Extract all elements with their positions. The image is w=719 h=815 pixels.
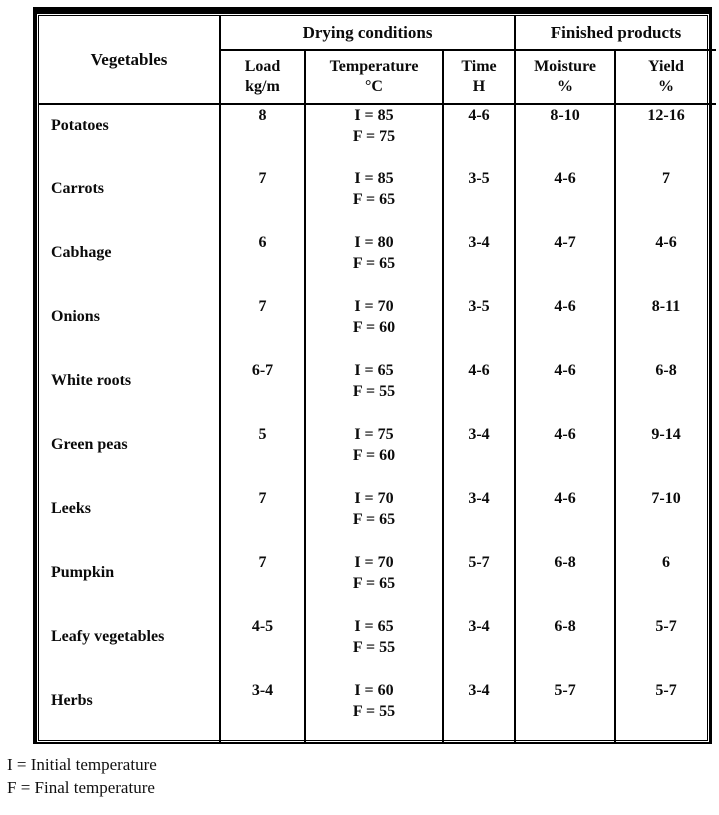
cell-time: 3-4 [443,488,515,552]
cell-moisture: 4-6 [515,360,615,424]
cell-load: 6 [220,232,305,296]
cell-vegetable: Green peas [51,436,128,453]
cell-vegetable: Onions [51,308,100,325]
table-row [39,232,716,296]
cell-time: 3-4 [443,680,515,744]
column-header-yield: Yield % [615,50,716,104]
footnote-final-temperature: F = Final temperature [7,778,155,797]
cell-temperature: I = 85 F = 65 [305,168,443,232]
cell-time: 4-6 [443,104,515,168]
cell-moisture: 4-6 [515,296,615,360]
column-header-load: Load kg/m [220,50,305,104]
cell-temperature: I = 75 F = 60 [305,424,443,488]
table-row [39,616,716,680]
cell-load: 5 [220,424,305,488]
cell-yield: 9-14 [615,424,716,488]
cell-vegetable: Pumpkin [51,564,115,581]
cell-vegetable: Leafy vegetables [51,628,165,645]
cell-moisture: 4-6 [515,424,615,488]
cell-yield: 6-8 [615,360,716,424]
table-row [39,360,716,424]
cell-moisture: 6-8 [515,616,615,680]
cell-yield: 7 [615,168,716,232]
group-header-finished-products: Finished products [515,16,716,50]
table-row [39,552,716,616]
cell-moisture: 4-6 [515,168,615,232]
cell-yield: 7-10 [615,488,716,552]
cell-time: 5-7 [443,552,515,616]
table-row [39,680,716,744]
footnote-initial-temperature: I = Initial temperature [7,755,157,774]
cell-time: 3-4 [443,616,515,680]
column-header-temperature: Temperature °C [305,50,443,104]
cell-moisture: 8-10 [515,104,615,168]
column-header-moisture: Moisture % [515,50,615,104]
cell-load: 3-4 [220,680,305,744]
cell-load: 7 [220,552,305,616]
cell-moisture: 6-8 [515,552,615,616]
vegetables-drying-table-frame [33,7,712,744]
cell-load: 7 [220,488,305,552]
cell-time: 3-5 [443,168,515,232]
column-header-vegetables: Vegetables [39,16,220,104]
cell-yield: 5-7 [615,680,716,744]
cell-temperature: I = 70 F = 60 [305,296,443,360]
cell-temperature: I = 85 F = 75 [305,104,443,168]
column-header-time: Time H [443,50,515,104]
cell-load: 7 [220,296,305,360]
cell-temperature: I = 60 F = 55 [305,680,443,744]
cell-time: 3-5 [443,296,515,360]
cell-yield: 6 [615,552,716,616]
cell-vegetable: Leeks [51,500,91,517]
cell-temperature: I = 70 F = 65 [305,552,443,616]
cell-load: 4-5 [220,616,305,680]
cell-yield: 8-11 [615,296,716,360]
cell-moisture: 5-7 [515,680,615,744]
cell-temperature: I = 80 F = 65 [305,232,443,296]
cell-vegetable: Potatoes [51,117,109,134]
cell-temperature: I = 65 F = 55 [305,616,443,680]
table-row [39,168,716,232]
cell-load: 6-7 [220,360,305,424]
cell-time: 3-4 [443,424,515,488]
cell-yield: 4-6 [615,232,716,296]
table-group-header-row [39,16,716,50]
table-row [39,296,716,360]
cell-load: 7 [220,168,305,232]
cell-time: 3-4 [443,232,515,296]
cell-vegetable: Cabhage [51,244,112,261]
cell-temperature: I = 70 F = 65 [305,488,443,552]
cell-time: 4-6 [443,360,515,424]
table-row [39,104,716,168]
cell-yield: 5-7 [615,616,716,680]
table-row [39,488,716,552]
cell-vegetable: Herbs [51,692,93,709]
group-header-drying-conditions: Drying conditions [220,16,515,50]
cell-load: 8 [220,104,305,168]
table-footnotes [7,753,157,799]
cell-temperature: I = 65 F = 55 [305,360,443,424]
vegetables-drying-table [39,16,716,744]
table-row [39,424,716,488]
cell-yield: 12-16 [615,104,716,168]
cell-moisture: 4-7 [515,232,615,296]
cell-vegetable: White roots [51,372,132,389]
cell-moisture: 4-6 [515,488,615,552]
cell-vegetable: Carrots [51,180,105,197]
